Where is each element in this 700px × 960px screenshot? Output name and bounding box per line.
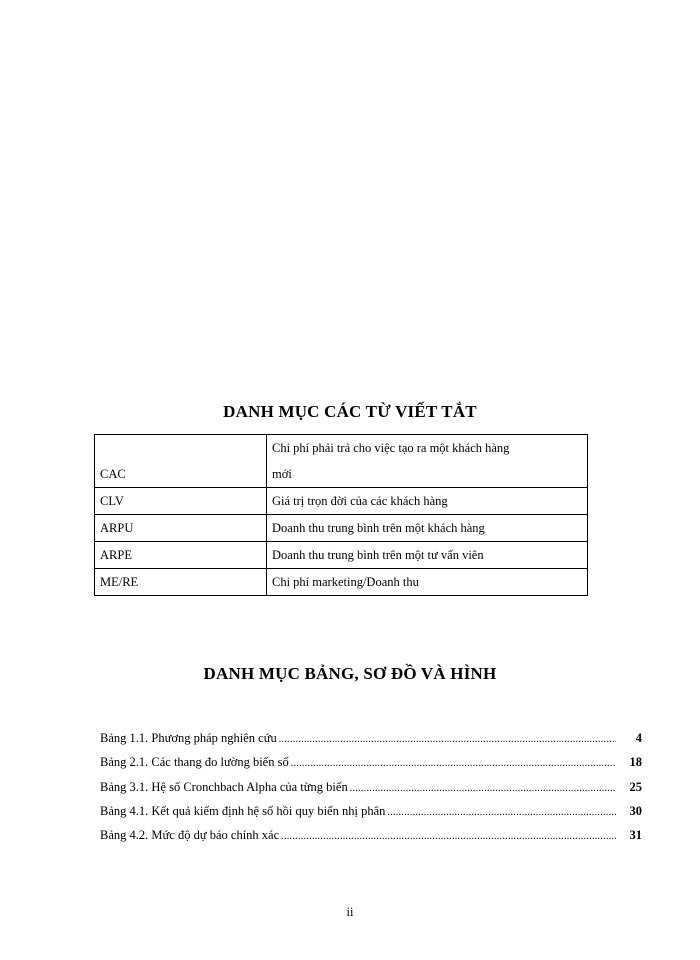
table-row: [95, 542, 588, 569]
page-number: ii: [346, 905, 354, 919]
list-item: [100, 804, 642, 828]
abbreviation-cell: CAC: [95, 435, 267, 488]
table-list-title: DANH MỤC BẢNG, SƠ ĐỒ VÀ HÌNH: [203, 664, 497, 683]
entry-page-number: 25: [629, 779, 642, 794]
entry-label: Bảng 2.1. Các thang đo lường biến số: [100, 755, 289, 770]
meaning-cell: Doanh thu trung bình trên một tư vấn viên: [267, 542, 588, 569]
meaning-cell: [267, 435, 588, 488]
dot-leader: [279, 734, 616, 745]
abbreviation-cell: CLV: [95, 488, 267, 515]
dot-leader: [350, 783, 616, 794]
abbreviations-table: [94, 434, 588, 596]
entry-page-number: 31: [629, 828, 642, 843]
list-item: [100, 755, 642, 779]
dot-leader: [291, 758, 616, 769]
meaning-line: mới: [272, 467, 292, 481]
abbreviations-title: DANH MỤC CÁC TỪ VIẾT TẮT: [223, 402, 477, 421]
entry-page-number: 4: [635, 731, 642, 745]
entry-label: Bảng 3.1. Hệ số Cronchbach Alpha của từng biến: [100, 779, 348, 794]
meaning-cell: Giá trị trọn đời của các khách hàng: [267, 488, 588, 515]
meaning-line: Chi phí phải trả cho việc tạo ra một khách hàng: [272, 441, 510, 455]
table-row: [95, 435, 588, 488]
meaning-cell: Doanh thu trung bình trên một khách hàng: [267, 515, 588, 542]
entry-label: Bảng 1.1. Phương pháp nghiên cứu: [100, 731, 277, 745]
abbreviation-cell: ME/RE: [95, 569, 267, 596]
abbreviation-cell: ARPE: [95, 542, 267, 569]
list-item: [100, 828, 642, 852]
table-row: [95, 515, 588, 542]
table-row: [95, 569, 588, 596]
entry-label: Bảng 4.1. Kết quả kiểm định hệ số hồi quy biến nhị phân: [100, 803, 386, 818]
entry-page-number: 30: [629, 803, 642, 818]
dot-leader: [387, 807, 616, 818]
dot-leader: [281, 831, 616, 842]
list-item: [100, 780, 642, 804]
meaning-cell: Chi phí marketing/Doanh thu: [267, 569, 588, 596]
entry-label: Bảng 4.2. Mức độ dự báo chính xác: [100, 828, 280, 843]
list-item: [100, 731, 642, 755]
abbreviation-cell: ARPU: [95, 515, 267, 542]
entry-page-number: 18: [629, 755, 642, 770]
table-list: [100, 731, 642, 852]
table-row: [95, 488, 588, 515]
